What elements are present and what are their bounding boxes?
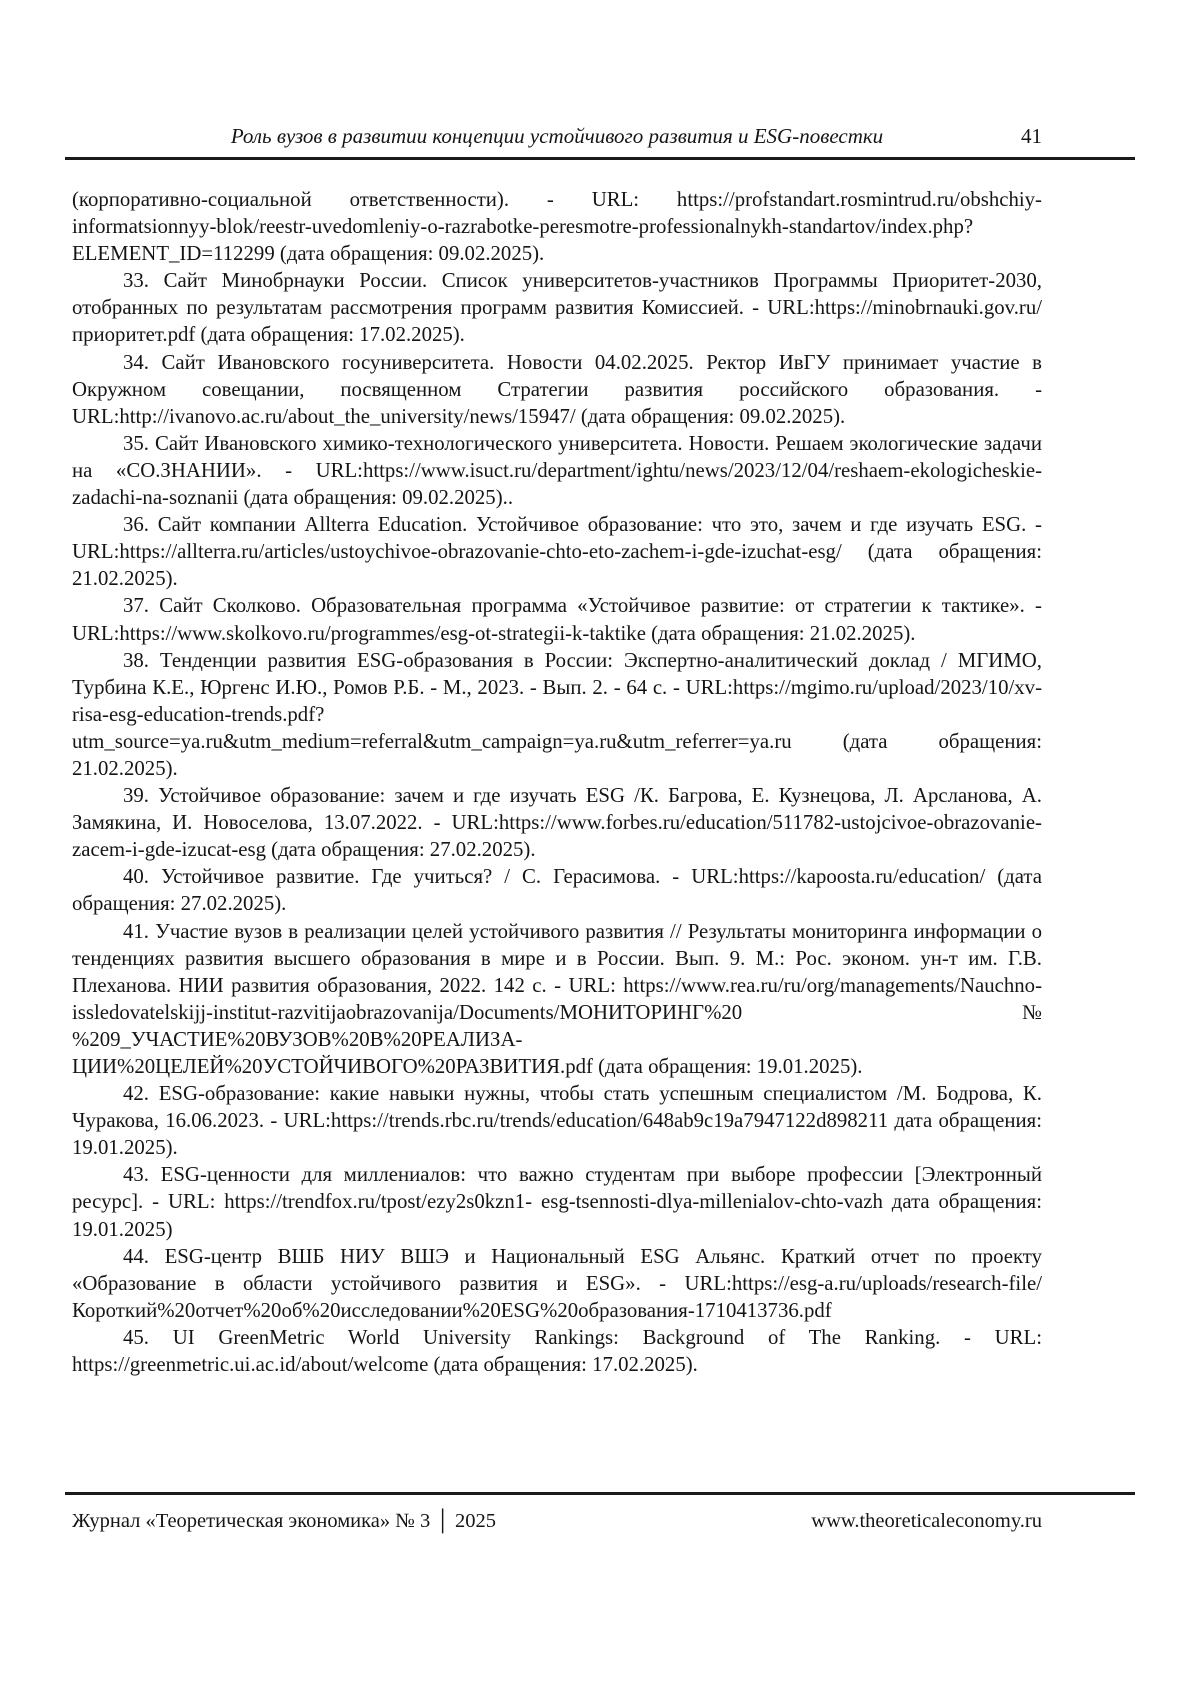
references-list: [72, 186, 1042, 1378]
reference-item: 44. ESG-центр ВШБ НИУ ВШЭ и Национальный ESG Альянс. Краткий отчет по проекту «Образование в области устойчивого развития и ESG». - URL:https://esg-a.ru/uploads/research-file/Короткий%20отчет%20об%20исследовании%20ESG%20образования-1710413736.pdf: [72, 1244, 1042, 1322]
journal-website: www.theoreticaleconomy.ru: [811, 1510, 1042, 1532]
page-number: 41: [1021, 124, 1042, 148]
reference-item: 33. Сайт Минобрнауки России. Список университетов-участников Программы Приоритет-2030, отобранных по результатам рассмотрения программ развития Комиссией. - URL:https://minobrnauki.gov.ru/приоритет.pdf (дата обращения: 17.02.2025).: [72, 269, 1042, 347]
reference-item: 36. Сайт компании Allterra Education. Устойчивое образование: что это, зачем и где изучать ESG. - URL:https://allterra.ru/articles/ustoychivoe-obrazovanie-chto-eto-zachem-i-gde-izuchat-esg/ (дата обращения: 21.02.2025).: [72, 513, 1042, 591]
reference-item: 38. Тенденции развития ESG-образования в России: Экспертно-аналитический доклад / МГИМО, Турбина К.Е., Юргенс И.Ю., Ромов Р.Б. - М., 2023. - Вып. 2. - 64 с. - URL:https://mgimo.ru/upload/2023/10/xv-risa-esg-education-trends.pdf?utm_source=ya.ru&utm_medium=referral&utm_campaign=ya.ru&utm_referrer=ya.ru (дата обращения: 21.02.2025).: [72, 648, 1042, 780]
page-footer: [65, 1492, 1135, 1535]
reference-item: 43. ESG-ценности для миллениалов: что важно студентам при выборе профессии [Электронный ресурс]. - URL: https://trendfox.ru/tpost/ezy2s0kzn1- esg-tsennosti-dlya-millenialov-chto-vazh дата обращения: 19.01.2025): [72, 1163, 1042, 1241]
footer-row: [65, 1508, 1135, 1535]
running-title: Роль вузов в развитии концепции устойчивого развития и ESG-повестки: [230, 124, 884, 148]
reference-item: 39. Устойчивое образование: зачем и где изучать ESG /К. Багрова, Е. Кузнецова, Л. Арсланова, А. Замякина, И. Новоселова, 13.07.2022. - URL:https://www.forbes.ru/education/511782-ustojcivoe-obrazovanie-zacem-i-gde-izucat-esg (дата обращения: 27.02.2025).: [72, 784, 1042, 862]
reference-item: 35. Сайт Ивановского химико-технологического университета. Новости. Решаем экологические задачи на «СО.ЗНАНИИ». - URL:https://www.isuct.ru/department/ightu/news/2023/12/04/reshaem-ekologicheskie-zadachi-na-soznanii (дата обращения: 09.02.2025)..: [72, 431, 1042, 510]
reference-item: 34. Сайт Ивановского госуниверситета. Новости 04.02.2025. Ректор ИвГУ принимает участие в Окружном совещании, посвященном Стратегии развития российского образования. - URL:http://ivanovo.ac.ru/about_the_university/news/15947/ (дата обращения: 09.02.2025).: [72, 350, 1042, 428]
reference-item: 41. Участие вузов в реализации целей устойчивого развития // Результаты мониторинга информации о тенденциях развития высшего образования в мире и в России. Вып. 9. М.: Рос. эконом. ун-т им. Г.В. Плеханова. НИИ развития образования, 2022. 142 с. - URL: https://www.rea.ru/ru/org/managements/Nauchno-issledovatelskijj-institut-razvitijaobrazovanija/Documents/МОНИТОРИНГ%20№%209_УЧАСТИЕ%20ВУЗОВ%20В%20РЕАЛИЗА-ЦИИ%20ЦЕЛЕЙ%20УСТОЙЧИВОГО%20РАЗВИТИЯ.pdf (дата обращения: 19.01.2025).: [72, 919, 1042, 1078]
reference-item: 42. ESG-образование: какие навыки нужны, чтобы стать успешным специалистом /М. Бодрова, К. Чуракова, 16.06.2023. - URL:https://trends.rbc.ru/trends/education/648ab9c19a7947122d898211 дата обращения: 19.01.2025).: [72, 1082, 1042, 1160]
reference-item: 45. UI GreenMetric World University Rankings: Background of The Ranking. - URL: https://greenmetric.ui.ac.id/about/welcome (дата обращения: 17.02.2025).: [72, 1325, 1042, 1377]
journal-name: Журнал «Теоретическая экономика» № 3 │ 2025: [72, 1510, 496, 1532]
reference-item: 40. Устойчивое развитие. Где учиться? / С. Герасимова. - URL:https://kapoosta.ru/education/ (дата обращения: 27.02.2025).: [72, 865, 1042, 916]
reference-item: (корпоративно-социальной ответственности). - URL: https://profstandart.rosmintrud.ru/obshchiy-informatsionnyy-blok/reestr-uvedomleniy-o-razrabotke-peresmotre-professionalnykh-standartov/index.php?ELEMENT_ID=112299 (дата обращения: 09.02.2025).: [72, 188, 1042, 266]
page-header: [65, 122, 1135, 160]
reference-item: 37. Сайт Сколково. Образовательная программа «Устойчивое развитие: от стратегии к тактике». - URL:https://www.skolkovo.ru/programmes/esg-ot-strategii-k-taktike (дата обращения: 21.02.2025).: [72, 594, 1042, 645]
header-row: [65, 122, 1135, 155]
footer-rule: [65, 1492, 1135, 1495]
header-rule: [65, 157, 1135, 160]
